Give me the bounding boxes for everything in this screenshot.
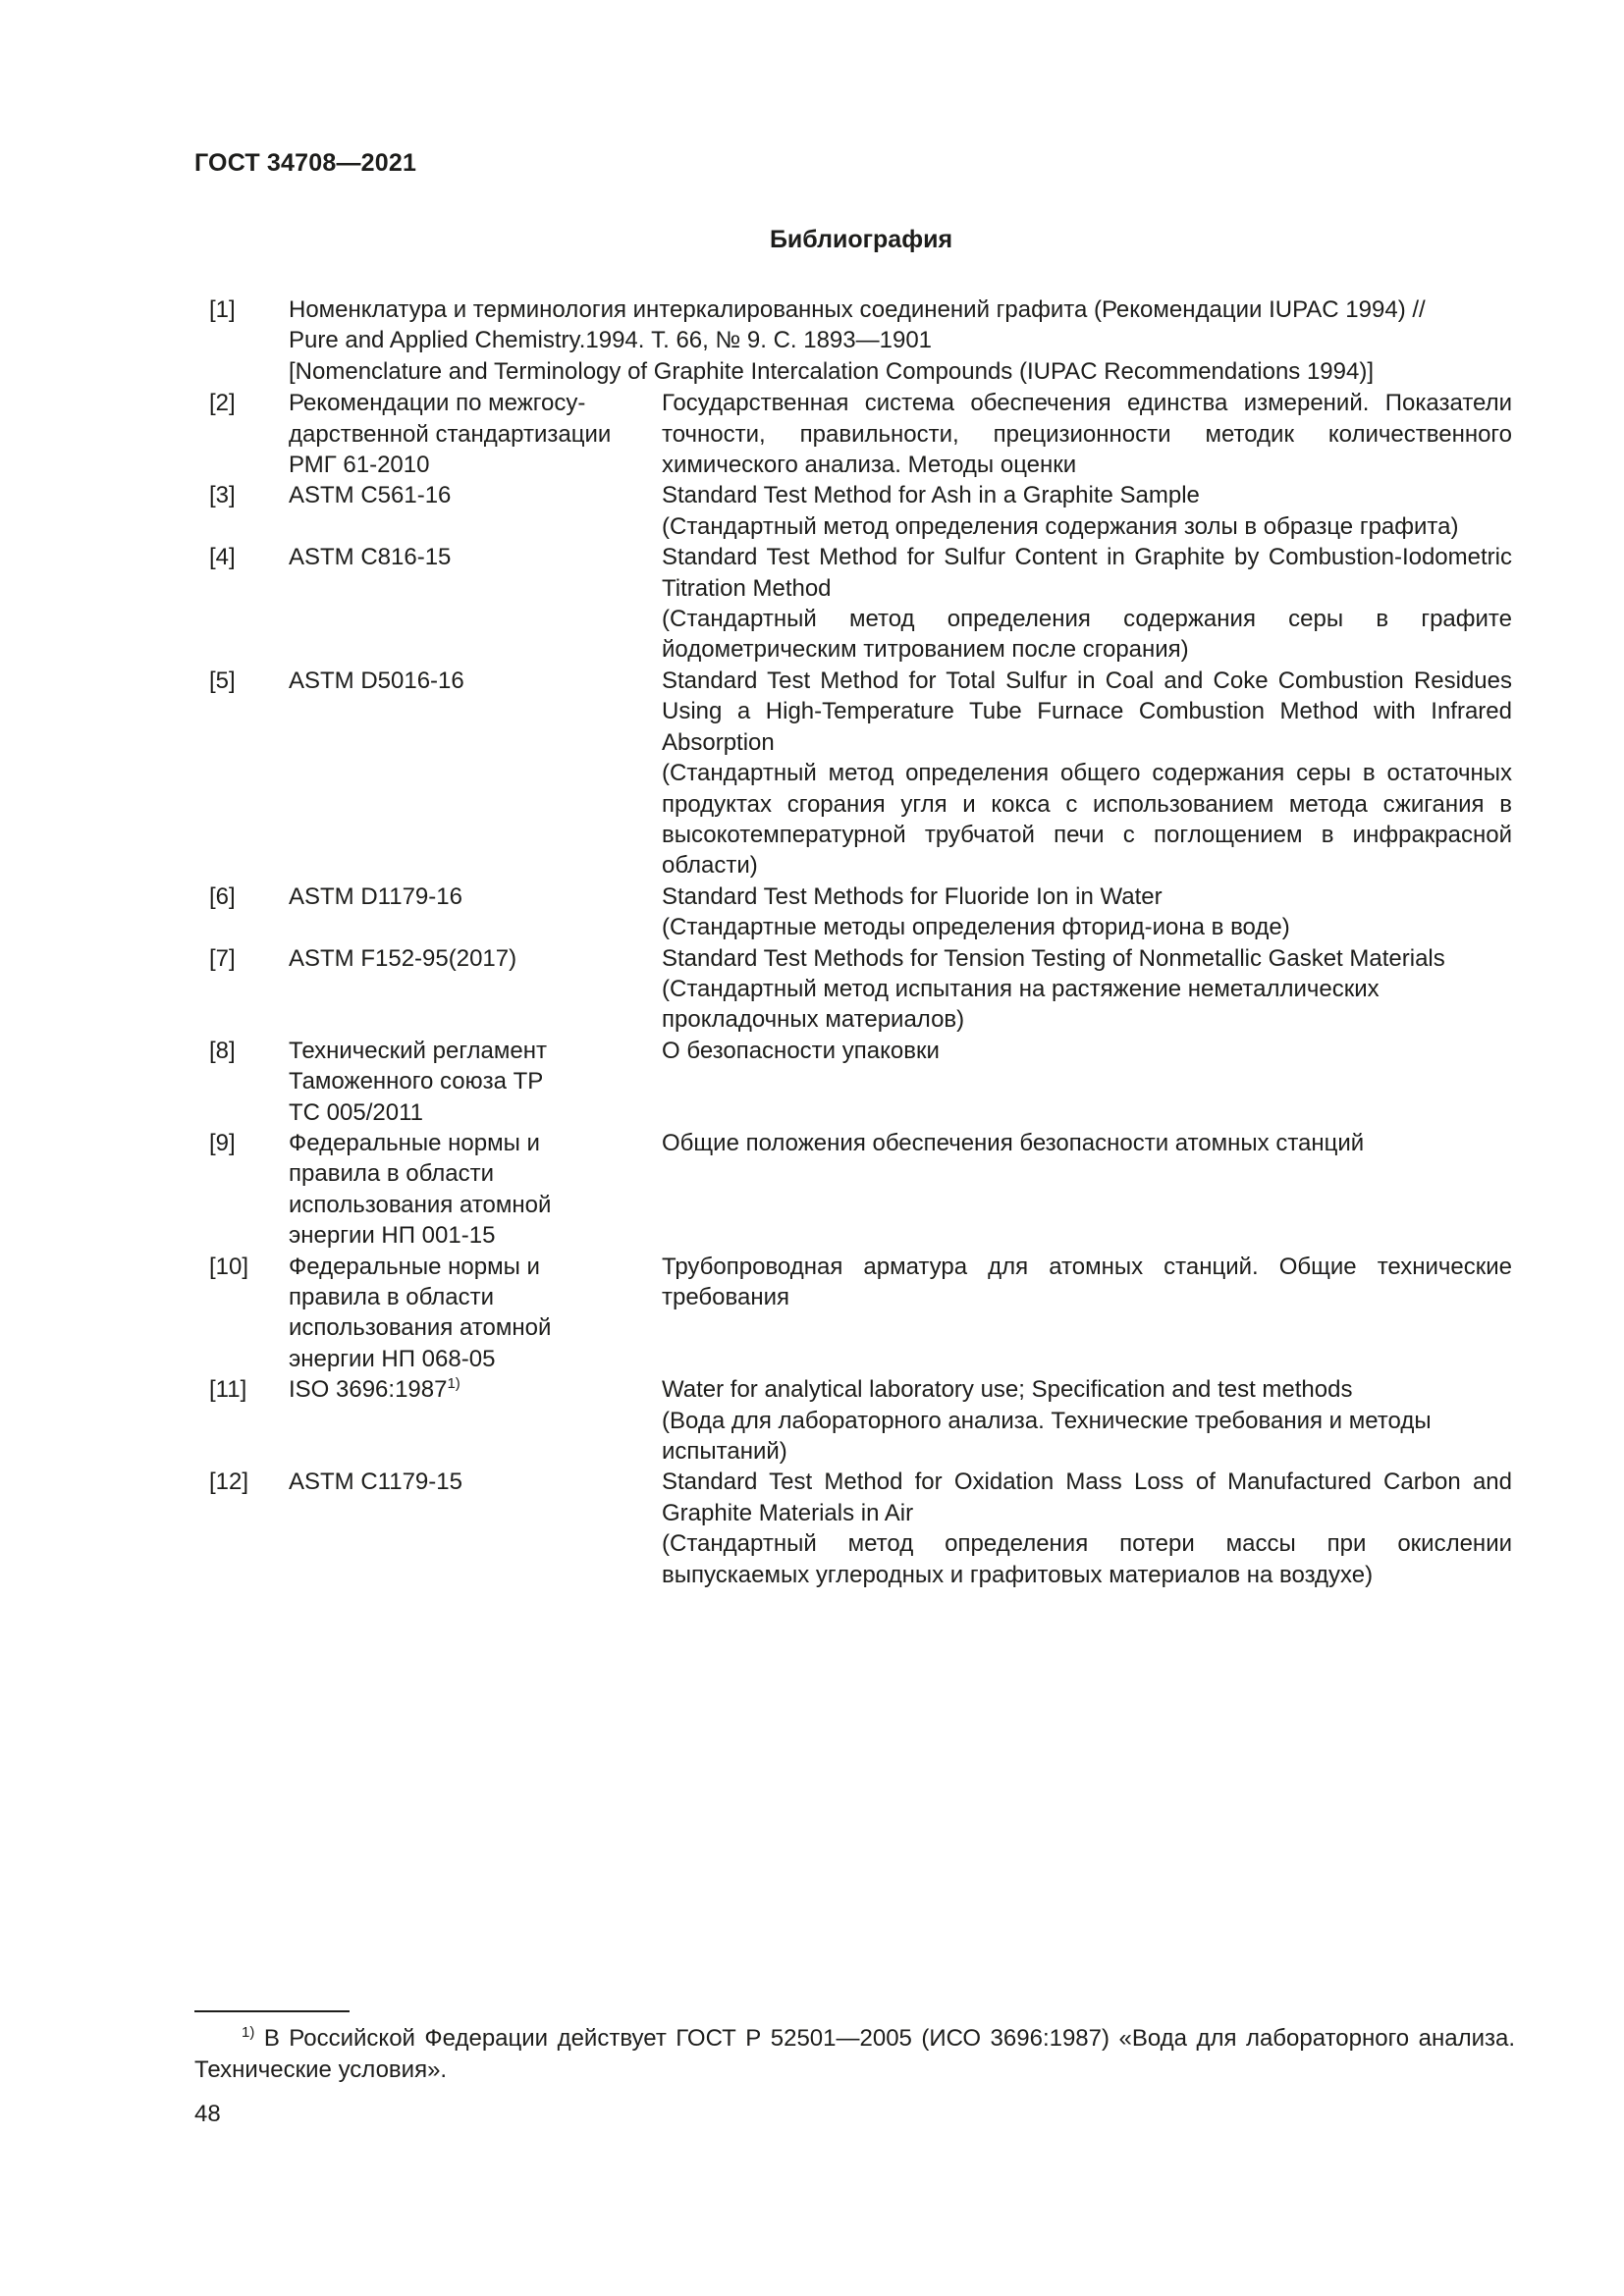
entry-reference (289, 1374, 662, 1467)
footnote-marker[interactable]: 1) (447, 1375, 460, 1393)
bibliography-entry (209, 1252, 1512, 1375)
bibliography-entry (209, 480, 1512, 542)
entry-translation: (Стандартный метод определения потери массы при окислении выпускаемых углеродных и графитовых материалов на воздухе) (662, 1530, 1512, 1588)
bibliography-entry (209, 1036, 1512, 1128)
entry-title: Standard Test Method for Sulfur Content in Graphite by Combustion-Iodometric Titration Method (662, 544, 1512, 602)
entry-number: [11] (209, 1376, 247, 1404)
entry-translation: (Стандартный метод испытания на растяжение неметаллических прокладочных материалов) (662, 975, 1380, 1034)
entry-translation: (Стандартный метод определения содержания золы в образце графита) (662, 512, 1459, 540)
entry-line: [Nomenclature and Terminology of Graphite Intercalation Compounds (IUPAC Recommendations 1994)] (289, 357, 1375, 385)
entry-title: Standard Test Method for Oxidation Mass Loss of Manufactured Carbon and Graphite Materials in Air (662, 1468, 1512, 1526)
entry-title: О безопасности упаковки (662, 1037, 940, 1064)
entry-title: Standard Test Method for Total Sulfur in Coal and Coke Combustion Residues Using a High-Temperature Tube Furnace Combustion Method with Infrared Absorption (662, 667, 1512, 756)
entry-title: Государственная система обеспечения единства измерений. Показатели точности, правильности, прецизионности методик количественного химического анализа. Методы оценки (662, 390, 1512, 479)
entry-title: Standard Test Methods for Tension Testing of Nonmetallic Gasket Materials (662, 944, 1445, 972)
entry-title: Трубопроводная арматура для атомных станций. Общие технические требования (662, 1253, 1512, 1310)
bibliography-entry (209, 542, 1512, 666)
reference-text: ISO 3696:1987 (289, 1376, 448, 1404)
page-number: 48 (194, 2101, 221, 2127)
entry-reference: ASTM D5016-16 (289, 667, 464, 694)
bibliography-entry (209, 294, 1512, 387)
entry-reference: Федеральные нормы и правила в области использования атомной энергии НП 001-15 (289, 1129, 552, 1250)
bibliography-entry (209, 943, 1512, 1036)
bibliography-entry (209, 1374, 1512, 1467)
entry-number: [8] (209, 1037, 236, 1064)
footnote (194, 2023, 1515, 2086)
entry-number: [1] (209, 296, 236, 323)
entry-translation: (Стандартные методы определения фторид-иона в воде) (662, 914, 1290, 941)
footnote-mark: 1) (242, 2024, 255, 2041)
bibliography-entry (209, 1467, 1512, 1590)
entry-reference: ASTM F152-95(2017) (289, 944, 517, 972)
entry-title: Water for analytical laboratory use; Specification and test methods (662, 1376, 1353, 1404)
bibliography-entry (209, 388, 1512, 480)
document-header: ГОСТ 34708—2021 (194, 149, 417, 177)
entry-reference: Рекомендации по межгосу-дарственной стандартизации РМГ 61-2010 (289, 390, 612, 479)
entry-translation: (Стандартный метод определения общего содержания серы в остаточных продуктах сгорания угля и кокса с использованием метода сжигания в высокотемпературной трубчатой печи с поглощением в инфракрасной области) (662, 760, 1512, 880)
entry-number: [2] (209, 390, 236, 417)
entry-number: [7] (209, 944, 236, 972)
entry-line: Pure and Applied Chemistry.1994. Т. 66, № 9. С. 1893—1901 (289, 327, 933, 354)
entry-reference: ASTM C816-15 (289, 544, 452, 571)
entry-title: Общие положения обеспечения безопасности атомных станций (662, 1129, 1365, 1156)
entry-number: [9] (209, 1129, 236, 1156)
entry-line: Номенклатура и терминология интеркалированных соединений графита (Рекомендации IUPAC 1994) // (289, 296, 1426, 323)
entry-translation: (Стандартный метод определения содержания серы в графите йодометрическим титрованием после сгорания) (662, 606, 1512, 664)
entry-reference: ASTM D1179-16 (289, 882, 462, 910)
footnote-text: В Российской Федерации действует ГОСТ Р 52501—2005 (ИСО 3696:1987) «Вода для лабораторного анализа. Технические условия». (194, 2025, 1516, 2083)
entry-number: [4] (209, 544, 236, 571)
section-title: Библиография (769, 226, 953, 253)
entry-title: Standard Test Method for Ash in a Graphite Sample (662, 482, 1200, 509)
entry-number: [12] (209, 1468, 249, 1496)
entry-reference: Технический регламент Таможенного союза ТР ТС 005/2011 (289, 1037, 547, 1126)
entry-number: [3] (209, 482, 236, 509)
bibliography-entry (209, 1128, 1512, 1252)
bibliography-entry (209, 881, 1512, 943)
entry-translation: (Вода для лабораторного анализа. Технические требования и методы испытаний) (662, 1407, 1432, 1466)
footnote-separator (194, 2010, 350, 2012)
entry-number: [6] (209, 882, 236, 910)
entry-reference: Федеральные нормы и правила в области использования атомной энергии НП 068-05 (289, 1253, 552, 1372)
entry-title: Standard Test Methods for Fluoride Ion in Water (662, 882, 1163, 910)
bibliography-entry (209, 666, 1512, 881)
entry-reference: ASTM C1179-15 (289, 1468, 462, 1496)
bibliography-list (209, 294, 1512, 1590)
entry-number: [10] (209, 1253, 249, 1280)
entry-number: [5] (209, 667, 236, 694)
entry-reference: ASTM C561-16 (289, 482, 452, 509)
